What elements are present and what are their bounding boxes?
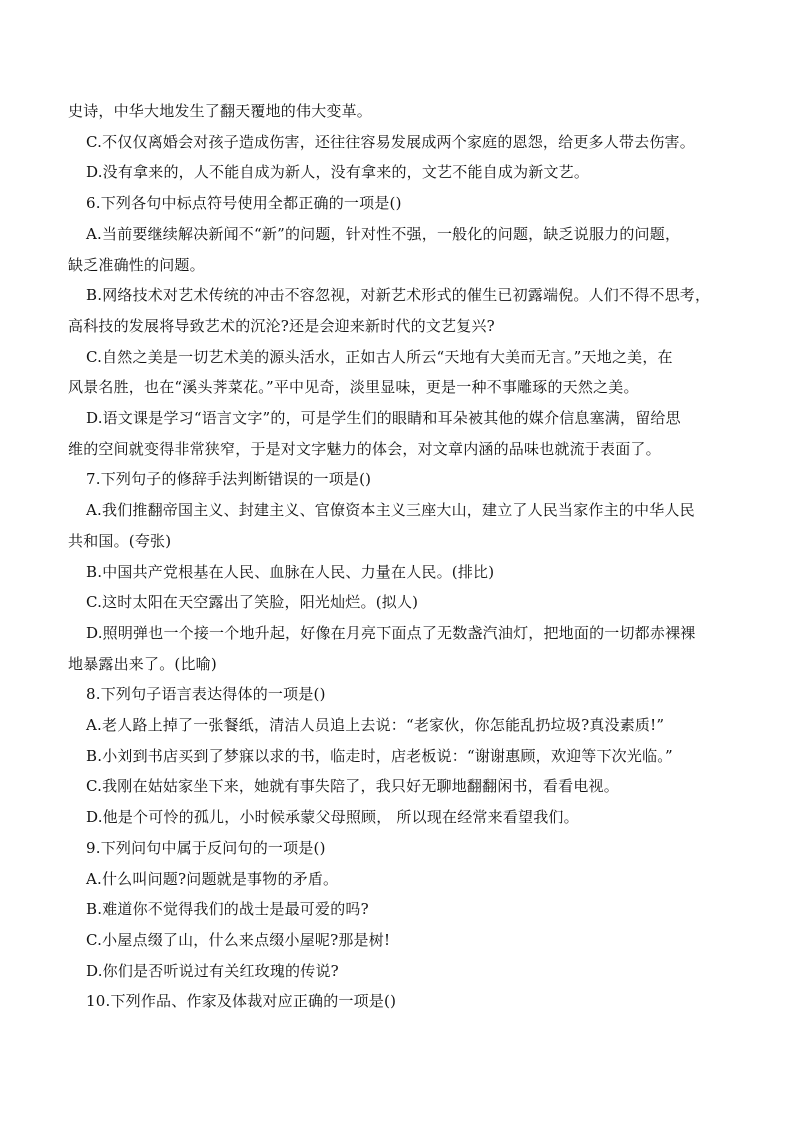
- question-6-stem: 6.下列各句中标点符号使用全都正确的一项是(): [86, 194, 402, 213]
- option-b: B.网络技术对艺术传统的冲击不容忽视，对新艺术形式的催生已初露端倪。人们不得不思考，: [86, 286, 711, 305]
- document-body: [68, 96, 728, 1017]
- text-line: 缺乏准确性的问题。: [68, 255, 205, 274]
- option-b: B.难道你不觉得我们的战士是最可爱的吗?: [86, 900, 369, 919]
- text-line: 地暴露出来了。(比喻): [68, 654, 217, 673]
- question-8-stem: 8.下列句子语言表达得体的一项是(): [86, 685, 326, 704]
- text-line: 风景名胜，也在“溪头荠菜花。”平中见奇，淡里显味，更是一种不事雕琢的天然之美。: [68, 378, 639, 397]
- option-a: A.当前要继续解决新闻不“新”的问题，针对性不强，一般化的问题，缺乏说服力的问题，: [86, 224, 681, 243]
- option-d: D.他是个可怜的孤儿，小时候承蒙父母照顾， 所以现在经常来看望我们。: [86, 808, 579, 827]
- option-a: A.我们推翻帝国主义、封建主义、官僚资本主义三座大山，建立了人民当家作主的中华人民: [86, 501, 695, 520]
- option-a: A.什么叫问题?问题就是事物的矛盾。: [86, 869, 339, 888]
- text-line: 维的空间就变得非常狭窄，于是对文字魅力的体会，对文章内涵的品味也就流于表面了。: [68, 439, 661, 458]
- option-c: C.不仅仅离婚会对孩子造成伤害，还往往容易发展成两个家庭的恩怨，给更多人带去伤害。: [86, 132, 695, 151]
- option-d: D.语文课是学习“语言文字”的，可是学生们的眼睛和耳朵被其他的媒介信息塞满，留给思: [86, 409, 681, 428]
- option-b: B.中国共产党根基在人民、血脉在人民、力量在人民。(排比): [86, 562, 495, 581]
- option-c: C.这时太阳在天空露出了笑脸，阳光灿烂。(拟人): [86, 593, 419, 612]
- question-10-stem: 10.下列作品、作家及体裁对应正确的一项是(): [86, 992, 397, 1011]
- option-d: D.你们是否听说过有关红玫瑰的传说?: [86, 961, 339, 980]
- option-c: C.自然之美是一切艺术美的源头活水，正如古人所云“天地有大美而无言。”天地之美，在: [86, 347, 673, 366]
- question-9-stem: 9.下列问句中属于反问句的一项是(): [86, 838, 326, 857]
- option-c: C.小屋点缀了山，什么来点缀小屋呢?那是树!: [86, 930, 391, 949]
- option-c: C.我刚在姑姑家坐下来，她就有事失陪了，我只好无聊地翻翻闲书，看看电视。: [86, 777, 619, 796]
- option-d: D.没有拿来的，人不能自成为新人，没有拿来的，文艺不能自成为新文艺。: [86, 163, 590, 182]
- text-line: 史诗，中华大地发生了翻天覆地的伟大变革。: [68, 102, 373, 120]
- option-a: A.老人路上掉了一张餐纸，清洁人员追上去说：“老家伙，你怎能乱扔垃圾?真没素质!”: [86, 716, 665, 735]
- option-b: B.小刘到书店买到了梦寐以求的书，临走时，店老板说：“谢谢惠顾，欢迎等下次光临。”: [86, 746, 673, 765]
- text-line: 高科技的发展将导致艺术的沉沦?还是会迎来新时代的文艺复兴?: [68, 316, 495, 335]
- text-line: 共和国。(夸张): [68, 531, 172, 550]
- question-7-stem: 7.下列句子的修辞手法判断错误的一项是(): [86, 470, 372, 489]
- option-d: D.照明弹也一个接一个地升起，好像在月亮下面点了无数盏汽油灯，把地面的一切都赤裸裸: [86, 623, 696, 642]
